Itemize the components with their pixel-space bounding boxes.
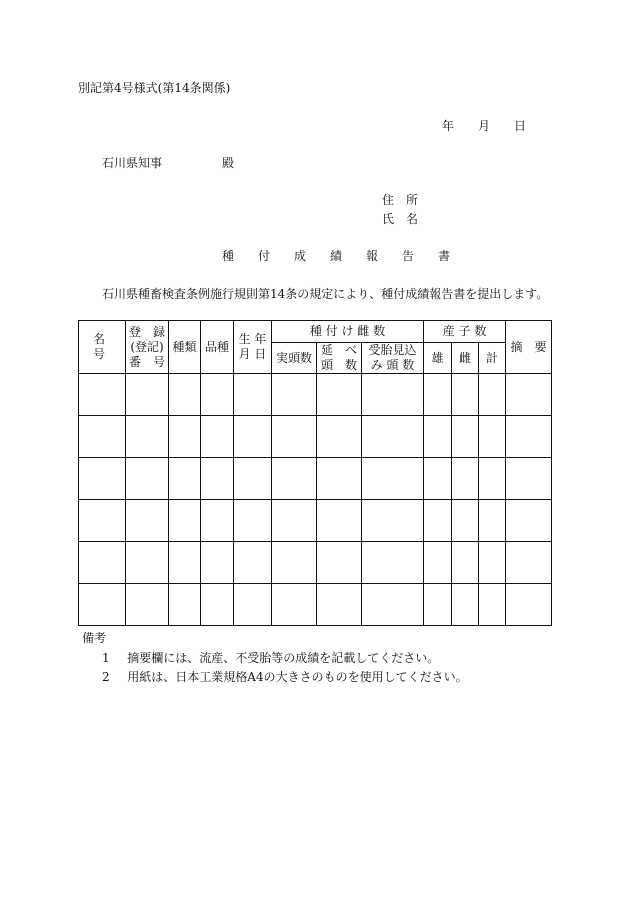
table-cell[interactable] <box>317 542 362 584</box>
table-cell[interactable] <box>234 458 272 500</box>
table-cell[interactable] <box>317 584 362 626</box>
table-cell[interactable] <box>272 416 317 458</box>
table-cell[interactable] <box>234 374 272 416</box>
note-number: 1 <box>102 651 110 665</box>
table-cell[interactable] <box>79 584 126 626</box>
table-cell[interactable] <box>479 416 506 458</box>
table-cell[interactable] <box>362 374 424 416</box>
table-cell[interactable] <box>362 500 424 542</box>
table-cell[interactable] <box>126 374 169 416</box>
table-body <box>79 374 552 626</box>
table-cell[interactable] <box>126 542 169 584</box>
header-sum: 計 <box>479 343 506 374</box>
table-cell[interactable] <box>452 584 479 626</box>
header-row-1 <box>79 321 552 343</box>
table-cell[interactable] <box>506 374 552 416</box>
table-cell[interactable] <box>79 542 126 584</box>
table-cell[interactable] <box>424 458 452 500</box>
table-cell[interactable] <box>272 584 317 626</box>
table-cell[interactable] <box>362 584 424 626</box>
table-row <box>79 374 552 416</box>
table-cell[interactable] <box>201 458 234 500</box>
table-cell[interactable] <box>169 416 201 458</box>
table-cell[interactable] <box>126 500 169 542</box>
table-cell[interactable] <box>201 500 234 542</box>
header-registration: 登 録 (登記) 番 号 <box>126 321 169 374</box>
table-cell[interactable] <box>424 500 452 542</box>
table-cell[interactable] <box>169 458 201 500</box>
table-cell[interactable] <box>272 374 317 416</box>
table-cell[interactable] <box>479 500 506 542</box>
table-cell[interactable] <box>506 416 552 458</box>
document-title: 種 付 成 績 報 告 書 <box>222 249 451 263</box>
table-cell[interactable] <box>234 584 272 626</box>
note-item-1 <box>102 652 439 664</box>
table-cell[interactable] <box>452 374 479 416</box>
table-cell[interactable] <box>201 584 234 626</box>
table-cell[interactable] <box>126 584 169 626</box>
table-cell[interactable] <box>479 584 506 626</box>
name-label: 氏 名 <box>382 212 419 226</box>
table-cell[interactable] <box>169 500 201 542</box>
table-cell[interactable] <box>362 416 424 458</box>
table-cell[interactable] <box>272 500 317 542</box>
table-cell[interactable] <box>506 584 552 626</box>
table-cell[interactable] <box>424 416 452 458</box>
table-cell[interactable] <box>169 542 201 584</box>
table-cell[interactable] <box>234 542 272 584</box>
header-offspring-group: 産 子 数 <box>424 321 506 343</box>
table-cell[interactable] <box>452 500 479 542</box>
notes-heading: 備考 <box>82 631 107 645</box>
table-row <box>79 416 552 458</box>
table-cell[interactable] <box>79 500 126 542</box>
table-cell[interactable] <box>506 542 552 584</box>
note-text: 摘要欄には、流産、不受胎等の成績を記載してください。 <box>127 651 440 665</box>
table-cell[interactable] <box>479 458 506 500</box>
table-cell[interactable] <box>169 584 201 626</box>
table-cell[interactable] <box>79 374 126 416</box>
table-cell[interactable] <box>506 500 552 542</box>
table-cell[interactable] <box>79 416 126 458</box>
header-actual: 実頭数 <box>272 343 317 374</box>
table-cell[interactable] <box>424 374 452 416</box>
address-label: 住 所 <box>382 193 419 207</box>
table-row <box>79 500 552 542</box>
header-birthdate: 生 年 月 日 <box>234 321 272 374</box>
header-pregnant: 受胎見込 み 頭 数 <box>362 343 424 374</box>
table-cell[interactable] <box>362 542 424 584</box>
table-cell[interactable] <box>506 458 552 500</box>
table-cell[interactable] <box>452 458 479 500</box>
table-cell[interactable] <box>272 458 317 500</box>
header-mating-group: 種 付 け 雌 数 <box>272 321 424 343</box>
table-cell[interactable] <box>452 542 479 584</box>
table-cell[interactable] <box>169 374 201 416</box>
table-cell[interactable] <box>479 374 506 416</box>
table-cell[interactable] <box>272 542 317 584</box>
table-cell[interactable] <box>126 458 169 500</box>
intro-text: 石川県種畜検査条例施行規則第14条の規定により、種付成績報告書を提出します。 <box>102 287 549 301</box>
table-row <box>79 584 552 626</box>
form-label: 別記第4号様式(第14条関係) <box>78 81 231 95</box>
table-cell[interactable] <box>317 374 362 416</box>
header-female: 雌 <box>452 343 479 374</box>
table-cell[interactable] <box>201 416 234 458</box>
header-kind: 種類 <box>169 321 201 374</box>
table-row <box>79 542 552 584</box>
date-line: 年 月 日 <box>442 119 527 133</box>
header-male: 雄 <box>424 343 452 374</box>
note-item-2 <box>102 671 468 683</box>
header-breed: 品種 <box>201 321 234 374</box>
table-cell[interactable] <box>317 458 362 500</box>
table-cell[interactable] <box>317 416 362 458</box>
report-table <box>78 320 552 626</box>
addressee: 石川県知事 殿 <box>102 156 235 170</box>
table-cell[interactable] <box>234 500 272 542</box>
note-text: 用紙は、日本工業規格A4の大きさのものを使用してください。 <box>127 670 468 684</box>
table-cell[interactable] <box>79 458 126 500</box>
note-number: 2 <box>102 670 110 684</box>
table-cell[interactable] <box>201 374 234 416</box>
table-row <box>79 458 552 500</box>
table-cell[interactable] <box>362 458 424 500</box>
header-total: 延 べ 頭 数 <box>317 343 362 374</box>
header-remarks: 摘 要 <box>506 321 552 374</box>
table-cell[interactable] <box>201 542 234 584</box>
header-name: 名 号 <box>79 321 126 374</box>
table-cell[interactable] <box>126 416 169 458</box>
table-cell[interactable] <box>479 542 506 584</box>
table-cell[interactable] <box>317 500 362 542</box>
table-cell[interactable] <box>424 584 452 626</box>
table-cell[interactable] <box>234 416 272 458</box>
table-cell[interactable] <box>424 542 452 584</box>
table-cell[interactable] <box>452 416 479 458</box>
